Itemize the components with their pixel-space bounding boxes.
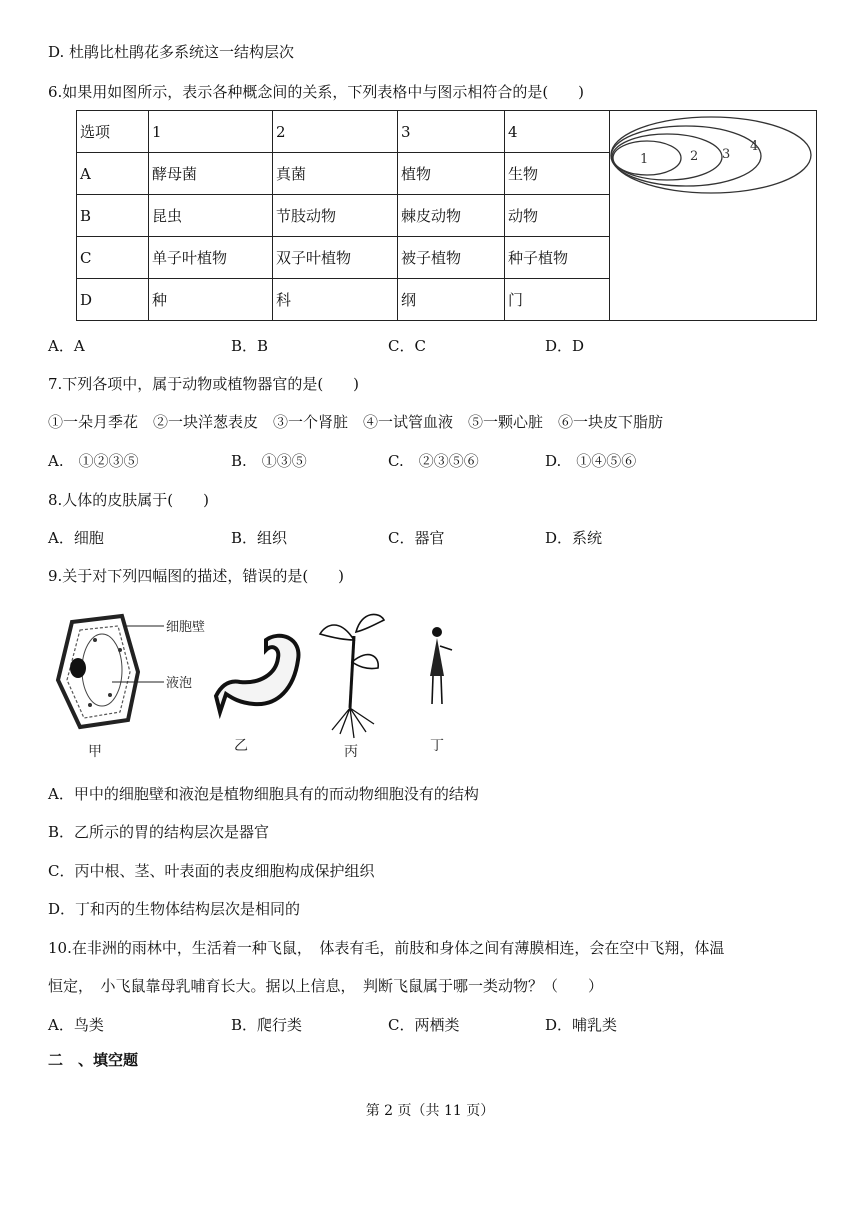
plant-cell-figure (58, 616, 205, 760)
option-c: C．C (388, 337, 426, 355)
q9-stem: 9.关于对下列四幅图的描述，错误的是( ) (48, 567, 345, 585)
option-c: C．器官 (388, 529, 445, 547)
figure-label-ding: 丁 (430, 738, 444, 754)
table-cell: C (77, 237, 149, 279)
table-cell: D (77, 279, 149, 321)
table-cell: 植物 (398, 153, 505, 195)
table-row (77, 111, 817, 153)
q7-items: ①一朵月季花 ②一块洋葱表皮 ③一个肾脏 ④一试管血液 ⑤一颗心脏 ⑥一块皮下脂肪 (48, 413, 664, 431)
q8-stem: 8.人体的皮肤属于( ) (48, 491, 210, 509)
option-b: B. ①③⑤ (231, 452, 307, 470)
q9-option-d: D．丁和丙的生物体结构层次是相同的 (48, 900, 301, 918)
option-d: D．D (545, 337, 585, 355)
page-footer: 第 2 页（共 11 页） (365, 1103, 495, 1119)
concept-diagram (610, 111, 817, 321)
table-cell: 节肢动物 (273, 195, 398, 237)
table-cell: 酵母菌 (149, 153, 273, 195)
stomach-figure (216, 636, 298, 754)
q9-option-a: A．甲中的细胞壁和液泡是植物细胞具有的而动物细胞没有的结构 (48, 785, 479, 803)
figure-label-yi: 乙 (234, 738, 248, 754)
diagram-label-1: 1 (640, 152, 649, 167)
table-cell: 生物 (505, 153, 610, 195)
option-c: C. ②③⑤⑥ (388, 452, 479, 470)
table-cell: 真菌 (273, 153, 398, 195)
table-cell: 棘皮动物 (398, 195, 505, 237)
plant-figure (320, 614, 384, 760)
person-figure (430, 627, 452, 754)
option-a: A．细胞 (48, 529, 104, 547)
table-cell: 动物 (505, 195, 610, 237)
table-cell: 单子叶植物 (149, 237, 273, 279)
table-cell: 种子植物 (505, 237, 610, 279)
table-cell: 昆虫 (149, 195, 273, 237)
nested-ellipses (610, 111, 816, 197)
option-a: A．A (48, 337, 85, 355)
table-cell: 科 (273, 279, 398, 321)
option-b: B．爬行类 (231, 1016, 303, 1034)
table-cell: A (77, 153, 149, 195)
diagram-label-3: 3 (722, 147, 731, 162)
q6-stem: 6.如果用如图所示，表示各种概念间的关系，下列表格中与图示相符合的是( ) (48, 83, 585, 101)
table-cell: B (77, 195, 149, 237)
option-b: B．B (231, 337, 269, 355)
option-a: A. ①②③⑤ (48, 452, 139, 470)
vacuole-label: 液泡 (166, 676, 193, 691)
q10-stem-line2: 恒定， 小飞鼠靠母乳哺育长大。据以上信息， 判断飞鼠属于哪一类动物？（ ） (48, 977, 604, 995)
q9-figures (40, 600, 480, 765)
table-cell: 1 (149, 111, 273, 153)
table-cell: 门 (505, 279, 610, 321)
table-cell: 4 (505, 111, 610, 153)
table-cell: 种 (149, 279, 273, 321)
q10-stem-line1: 10.在非洲的雨林中，生活着一种飞鼠， 体表有毛，前肢和身体之间有薄膜相连，会在空中飞翔，体温 (48, 939, 725, 957)
option-d: D．哺乳类 (545, 1016, 618, 1034)
option-a: A．鸟类 (48, 1016, 104, 1034)
table-cell: 3 (398, 111, 505, 153)
table-cell: 2 (273, 111, 398, 153)
q7-stem: 7.下列各项中，属于动物或植物器官的是( ) (48, 375, 360, 393)
option-b: B．组织 (231, 529, 288, 547)
table-cell: 被子植物 (398, 237, 505, 279)
section-heading: 二 、填空题 (48, 1051, 139, 1069)
diagram-label-2: 2 (690, 149, 699, 164)
option-d: D．系统 (545, 529, 603, 547)
q6-table (76, 110, 817, 321)
table-cell: 双子叶植物 (273, 237, 398, 279)
option-c: C．两栖类 (388, 1016, 460, 1034)
option-d: D. ①④⑤⑥ (545, 452, 637, 470)
q9-option-c: C．丙中根、茎、叶表面的表皮细胞构成保护组织 (48, 862, 375, 880)
table-cell: 选项 (77, 111, 149, 153)
q5-option-d: D. 杜鹃比杜鹃花多系统这一结构层次 (48, 43, 295, 61)
figure-label-bing: 丙 (344, 744, 358, 760)
figure-label-jia: 甲 (88, 744, 102, 760)
q9-option-b: B．乙所示的胃的结构层次是器官 (48, 823, 270, 841)
diagram-label-4: 4 (750, 139, 759, 154)
table-cell: 纲 (398, 279, 505, 321)
cell-wall-label: 细胞壁 (166, 620, 206, 635)
